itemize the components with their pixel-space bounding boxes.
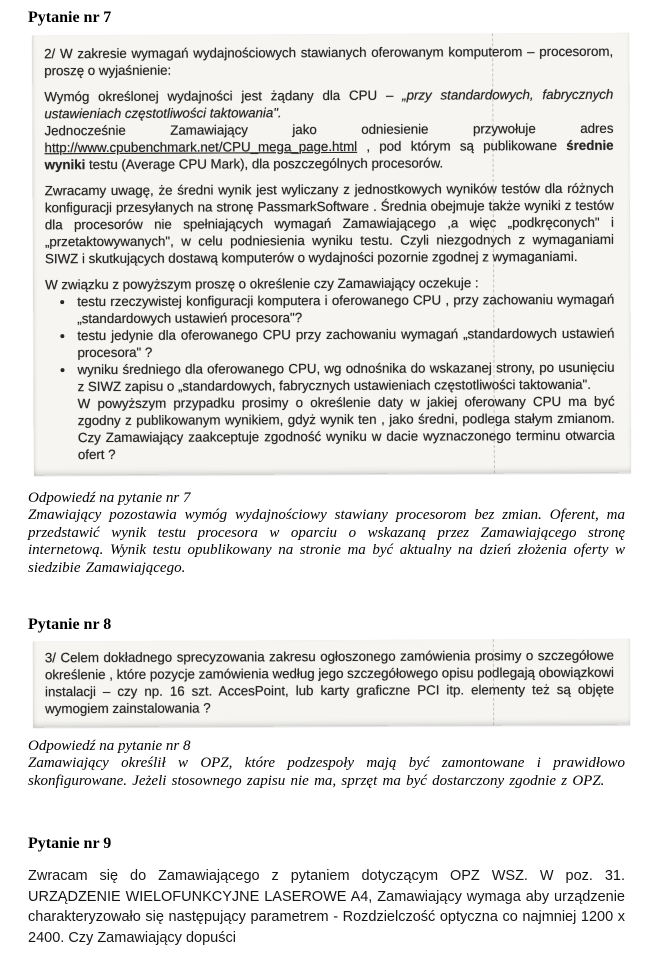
answer8-heading: Odpowiedź na pytanie nr 8 — [28, 738, 191, 754]
answer7-body: Zmawiający pozostawia wymóg wydajnościowy stawiany procesorom bez zmian. Oferent, ma przedstawić wynik testu procesora w oparciu o wskazaną przez Zamawiającego stronę internetową. Wynik testu opublikowany na stronie ma być aktualny na dzień złożenia oferty w siedzibie Zamawiającego. — [28, 507, 625, 576]
answer7-heading: Odpowiedź na pytanie nr 7 — [28, 490, 191, 506]
scan7-p3-post: testu (Average CPU Mark), dla poszczególnych procesorów. — [85, 155, 444, 173]
question9-body: Zwracam się do Zamawiającego z pytaniem dotyczącym OPZ WSZ. W poz. 31. URZĄDZENIE WIELOFUNKCYJNE LASEROWE A4, Zamawiający wymaga aby urządzenie charakteryzowało się następujący parametrem - Rozdzielczość optyczna co najmniej 1200 x 2400. Czy Zamawiający dopuści — [28, 868, 625, 946]
scan7-bullet-1-text: testu rzeczywistej konfiguracji komputera i oferowanego CPU , przy zachowaniu wymagań „standardowych ustawień procesora"? — [77, 291, 615, 327]
scan7-p3-pre: Jednocześnie Zamawiający jako odniesienie przywołuje adres — [44, 120, 614, 139]
question8-heading: Pytanie nr 8 — [28, 616, 112, 633]
scan7-p3-bold: średnie wyniki — [44, 137, 614, 173]
scan7-p2-italic-quote: „przy standardowych, fabrycznych ustawieniach częstotliwości taktowania". — [44, 86, 614, 122]
scan7-p4-text: Zwracamy uwagę, że średni wynik jest wyliczany z jednostkowych wyników testów dla różnych konfiguracji przesyłanych na stronę PassmarkSoftware . Średnia obejmuje także wyniki z testów dla procesorów nie spełniających wymagań Zamawiającego ,a więc „podkręconych" i „przetaktowywanych", w celu podniesienia wyniku testu. Czyli niezgodnych z wymaganiami SIWZ i skutkujących dostawą komputerów o wydajności pozornie zgodnej z wymaganiami. — [44, 180, 614, 267]
scan7-p2-normal: Wymóg określonej wydajności jest żądany dla CPU – — [44, 87, 403, 105]
scan7-bullet-3-text: wyniku średniego dla oferowanego CPU, wg odnośnika do wskazanej strony, po usunięciu z SIWZ zapisu o „standardowych, fabrycznych ustawieniach częstotliwości taktowania". — [77, 359, 615, 395]
question9-heading: Pytanie nr 9 — [28, 835, 112, 852]
scan7-p5-text: W związku z powyższym proszę o określenie czy Zamawiający oczekuje : — [45, 275, 479, 293]
scan7-bullet-1 — [75, 291, 614, 327]
scan8-paragraph-1 — [45, 647, 614, 717]
question8-scan-block — [33, 639, 630, 728]
scan7-paragraph-1 — [44, 43, 613, 79]
question7-heading: Pytanie nr 7 — [28, 9, 112, 26]
scan8-p1-text: 3/ Celem dokładnego sprecyzowania zakresu ogłoszonego zamówienia prosimy o szczegółowe określenie , które pozycje zamówienia według jego szczegółowego opisu podlegają obowiązkowi instalacji – czy np. 16 szt. AccesPoint, lub karty graficzne PCI itp. elementy też są objęte wymogiem zainstalowania ? — [44, 647, 615, 717]
scan7-bullet-2-text: testu jedynie dla oferowanego CPU przy zachowaniu wymagań „standardowych ustawień procesora" ? — [77, 325, 615, 361]
cpubenchmark-url: http://www.cpubenchmark.net/CPU_mega_page.html — [44, 138, 358, 156]
scan7-bullet-2 — [75, 325, 614, 361]
scan7-paragraph-2 — [44, 86, 613, 122]
scan7-bullet-3 — [75, 359, 614, 463]
scan7-paragraph-3 — [44, 120, 613, 173]
scan7-paragraph-4 — [45, 180, 614, 267]
scan7-bullet-list — [45, 291, 615, 463]
scan7-p1-text: 2/ W zakresie wymagań wydajnościowych stawianych oferowanym komputerom – procesorom, proszę o wyjaśnienie: — [44, 43, 614, 79]
answer8-body: Zamawiający określił w OPZ, które podzespoły mają być zamontowane i prawidłowo skonfigurowane. Jeżeli stosownego zapisu nie ma, sprzęt ma być dostarczony zgodnie z OPZ. — [28, 755, 625, 789]
question7-scan-block — [32, 33, 631, 476]
scan7-p3-mid: , pod którym są publikowane — [357, 137, 567, 154]
scan7-bullet-3-continuation: W powyższym przypadku prosimy o określenie daty w jakiej oferowany CPU ma być zgodny z publikowanym wynikiem, gdyż wynik ten , jako średni, podlega stałym zmianom. Czy Zamawiający zaakceptuje zgodność wyniku w dacie wyznaczonego terminu otwarcia ofert ? — [77, 393, 615, 463]
